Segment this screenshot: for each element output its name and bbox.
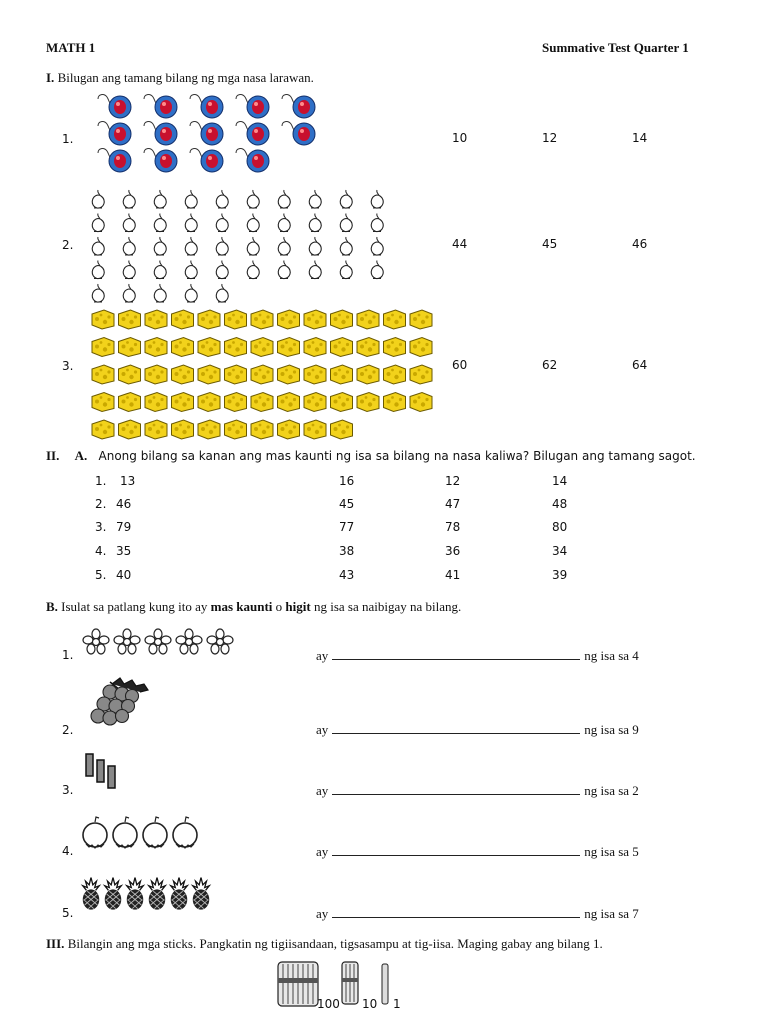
cheese-icon bbox=[145, 338, 167, 357]
cheese-icon bbox=[172, 420, 194, 439]
onion-icon bbox=[309, 214, 321, 232]
given-number: 79 bbox=[116, 520, 132, 534]
pineapple-icon bbox=[127, 878, 144, 910]
cheese-icon bbox=[119, 393, 141, 412]
yoyo-icon bbox=[236, 95, 269, 118]
cheese-icon bbox=[92, 365, 114, 384]
flower-icon bbox=[83, 629, 109, 654]
part2a-letter: A. bbox=[74, 448, 88, 463]
choice-number[interactable]: 12 bbox=[445, 474, 461, 488]
suffix-text: ng isa sa 9 bbox=[584, 722, 639, 737]
cheese-icon bbox=[357, 310, 379, 329]
onion-icon bbox=[278, 214, 290, 232]
cheese-icon bbox=[384, 365, 406, 384]
given-number: 40 bbox=[116, 568, 132, 582]
onion-icon bbox=[247, 190, 259, 208]
cheese-icon bbox=[92, 420, 114, 439]
onion-icon bbox=[154, 214, 166, 232]
part1-roman: I. bbox=[46, 70, 55, 85]
answer-blank[interactable] bbox=[332, 784, 580, 795]
onion-icon bbox=[92, 190, 104, 208]
cheese-icon bbox=[225, 420, 247, 439]
cheese-icon bbox=[331, 365, 353, 384]
onion-icon bbox=[278, 237, 290, 255]
onion-icon bbox=[340, 237, 352, 255]
flower-picture bbox=[82, 628, 242, 660]
ay-label: ay bbox=[316, 844, 329, 859]
cheese-icon bbox=[119, 420, 141, 439]
yoyo-icon bbox=[282, 122, 315, 145]
onion-icon bbox=[92, 214, 104, 232]
yoyo-icon bbox=[190, 95, 223, 118]
cheese-icon bbox=[251, 365, 273, 384]
cheese-icon bbox=[172, 365, 194, 384]
cheese-icon bbox=[172, 393, 194, 412]
cheese-icon bbox=[304, 338, 326, 357]
part2a-row-number: 3. bbox=[95, 520, 107, 534]
cheese-icon bbox=[278, 365, 300, 384]
option[interactable]: 44 bbox=[452, 237, 468, 251]
onion-icon bbox=[154, 237, 166, 255]
pineapple-icon bbox=[149, 878, 166, 910]
yoyo-icon bbox=[190, 122, 223, 145]
cheese-icon bbox=[410, 338, 432, 357]
cheese-icon bbox=[304, 365, 326, 384]
cheese-icon bbox=[251, 393, 273, 412]
choice-number[interactable]: 43 bbox=[339, 568, 355, 582]
pineapple-icon bbox=[83, 878, 100, 910]
choice-number[interactable]: 45 bbox=[339, 497, 355, 511]
cheese-icon bbox=[331, 393, 353, 412]
onion-icon bbox=[123, 237, 135, 255]
cheese-icon bbox=[145, 310, 167, 329]
cheese-icon bbox=[357, 393, 379, 412]
option[interactable]: 10 bbox=[452, 131, 468, 145]
onion-icon bbox=[123, 284, 135, 302]
part2b-letter: B. bbox=[46, 599, 58, 614]
given-number: 46 bbox=[116, 497, 132, 511]
option[interactable]: 12 bbox=[542, 131, 558, 145]
ay-label: ay bbox=[316, 648, 329, 663]
pineapple-picture bbox=[80, 876, 212, 916]
option[interactable]: 64 bbox=[632, 358, 648, 372]
cheese-icon bbox=[410, 393, 432, 412]
choice-number[interactable]: 80 bbox=[552, 520, 568, 534]
choice-number[interactable]: 47 bbox=[445, 497, 461, 511]
ay-label: ay bbox=[316, 783, 329, 798]
cheese-icon bbox=[251, 338, 273, 357]
onion-icon bbox=[185, 190, 197, 208]
yoyo-icon bbox=[98, 122, 131, 145]
orange-group bbox=[80, 816, 200, 856]
answer-blank[interactable] bbox=[332, 649, 580, 660]
part3-instruction: Bilangin ang mga sticks. Pangkatin ng tigiisandaan, tigsasampu at tig-iisa. Maging gabay ang bilang 1. bbox=[67, 936, 603, 951]
cheese-icon bbox=[225, 365, 247, 384]
onion-icon bbox=[216, 214, 228, 232]
single-stick-icon bbox=[380, 962, 390, 1006]
option[interactable]: 45 bbox=[542, 237, 558, 251]
suffix-text: ng isa sa 5 bbox=[584, 844, 639, 859]
onion-icon bbox=[371, 237, 383, 255]
bundle-hundred-icon bbox=[276, 958, 320, 1008]
onion-icon bbox=[309, 261, 321, 279]
cheese-icon bbox=[225, 338, 247, 357]
legend-one: 1 bbox=[393, 997, 401, 1011]
pineapple-icon bbox=[105, 878, 122, 910]
choice-number[interactable]: 39 bbox=[552, 568, 568, 582]
cheese-icon bbox=[278, 420, 300, 439]
onion-icon bbox=[309, 190, 321, 208]
part1-item-number: 2. bbox=[62, 238, 74, 252]
cheese-icon bbox=[331, 420, 353, 439]
option[interactable]: 46 bbox=[632, 237, 648, 251]
bundle-ten-icon bbox=[340, 960, 360, 1006]
part2b-item-number: 2. bbox=[62, 723, 74, 737]
yoyo-icon bbox=[144, 95, 177, 118]
cheese-icon bbox=[331, 310, 353, 329]
yoyo-icon bbox=[144, 149, 177, 172]
suffix-text: ng isa sa 4 bbox=[584, 648, 639, 663]
cheese-group bbox=[90, 308, 435, 446]
pineapple-group bbox=[80, 876, 212, 916]
cheese-icon bbox=[198, 393, 220, 412]
pineapple-icon bbox=[193, 878, 210, 910]
onion-icon bbox=[247, 214, 259, 232]
orange-icon bbox=[173, 817, 197, 848]
onion-icon bbox=[154, 261, 166, 279]
answer-line-row bbox=[316, 906, 639, 922]
part2a-row-number: 4. bbox=[95, 544, 107, 558]
onion-icon bbox=[247, 261, 259, 279]
onion-icon bbox=[185, 261, 197, 279]
part2b-item-number: 4. bbox=[62, 844, 74, 858]
answer-line-row bbox=[316, 722, 639, 738]
choice-number[interactable]: 34 bbox=[552, 544, 568, 558]
orange-icon bbox=[83, 817, 107, 848]
cheese-icon bbox=[145, 420, 167, 439]
choice-number[interactable]: 48 bbox=[552, 497, 568, 511]
cheese-icon bbox=[145, 393, 167, 412]
onion-icon bbox=[216, 237, 228, 255]
onion-icon bbox=[185, 284, 197, 302]
part3-roman: III. bbox=[46, 936, 65, 951]
cheese-icon bbox=[384, 310, 406, 329]
part2a-instruction: Anong bilang sa kanan ang mas kaunti ng isa sa bilang na nasa kaliwa? Bilugan ang tamang sagot. bbox=[98, 449, 696, 463]
yoyo-icon bbox=[236, 149, 269, 172]
cheese-icon bbox=[410, 310, 432, 329]
cheese-icon bbox=[304, 393, 326, 412]
part1-instruction: Bilugan ang tamang bilang ng mga nasa larawan. bbox=[57, 70, 314, 85]
ay-label: ay bbox=[316, 722, 329, 737]
cheese-icon bbox=[357, 365, 379, 384]
pineapple-icon bbox=[171, 878, 188, 910]
choice-number[interactable]: 16 bbox=[339, 474, 355, 488]
choice-number[interactable]: 36 bbox=[445, 544, 461, 558]
onion-icon bbox=[123, 190, 135, 208]
part2b-item-number: 3. bbox=[62, 783, 74, 797]
flower-icon bbox=[176, 629, 202, 654]
answer-blank[interactable] bbox=[332, 907, 580, 918]
onion-icon bbox=[371, 190, 383, 208]
flower-icon bbox=[207, 629, 233, 654]
subject-title: MATH 1 bbox=[46, 40, 96, 55]
cheese-icon bbox=[225, 310, 247, 329]
option[interactable]: 14 bbox=[632, 131, 648, 145]
yoyo-icon bbox=[236, 122, 269, 145]
cheese-icon bbox=[119, 365, 141, 384]
part2a-row-number: 1. bbox=[95, 474, 107, 488]
onion-icon bbox=[340, 190, 352, 208]
flower-group bbox=[82, 628, 237, 658]
cheese-icon bbox=[172, 338, 194, 357]
part2b-or: o bbox=[275, 599, 283, 614]
choice-number[interactable]: 77 bbox=[339, 520, 355, 534]
answer-line-row bbox=[316, 844, 639, 860]
orange-icon bbox=[113, 817, 137, 848]
onion-icon bbox=[371, 214, 383, 232]
cheese-icon bbox=[119, 310, 141, 329]
cheese-icon bbox=[92, 338, 114, 357]
yoyo-icon bbox=[144, 122, 177, 145]
option[interactable]: 62 bbox=[542, 358, 558, 372]
cheese-icon bbox=[198, 365, 220, 384]
part2b-item-number: 5. bbox=[62, 906, 74, 920]
cheese-icon bbox=[198, 338, 220, 357]
onion-icon bbox=[92, 284, 104, 302]
test-title: Summative Test Quarter 1 bbox=[542, 40, 689, 55]
legend-hundred: 100 bbox=[317, 997, 340, 1011]
cheese-icon bbox=[225, 393, 247, 412]
onion-icon bbox=[92, 261, 104, 279]
yoyo-icon bbox=[190, 149, 223, 172]
cheese-icon bbox=[145, 365, 167, 384]
onion-icon bbox=[123, 214, 135, 232]
part2b-instruction-post: ng isa sa naibigay na bilang. bbox=[313, 599, 462, 614]
onion-icon bbox=[309, 237, 321, 255]
choice-number[interactable]: 41 bbox=[445, 568, 461, 582]
part2b-heading bbox=[46, 599, 461, 615]
cheese-icon bbox=[92, 310, 114, 329]
part2b-bold-more: higit bbox=[285, 599, 311, 614]
part2b-instruction-pre: Isulat sa patlang kung ito ay bbox=[61, 599, 208, 614]
choice-number[interactable]: 14 bbox=[552, 474, 568, 488]
part2-roman: II. bbox=[46, 448, 60, 463]
yoyo-icon bbox=[98, 149, 131, 172]
cheese-icon bbox=[251, 310, 273, 329]
part1-item-number: 1. bbox=[62, 132, 74, 146]
onion-icon bbox=[123, 261, 135, 279]
cheese-icon bbox=[172, 310, 194, 329]
cheese-icon bbox=[384, 393, 406, 412]
onion-icon bbox=[185, 237, 197, 255]
onion-icon bbox=[340, 261, 352, 279]
given-number: 13 bbox=[120, 474, 136, 488]
part3-heading bbox=[46, 936, 603, 952]
cheese-icon bbox=[331, 338, 353, 357]
onion-icon bbox=[278, 261, 290, 279]
answer-blank[interactable] bbox=[332, 845, 580, 856]
part2a-heading bbox=[46, 448, 696, 464]
part2a-row-number: 5. bbox=[95, 568, 107, 582]
flower-icon bbox=[114, 629, 140, 654]
stick-icon bbox=[84, 752, 120, 792]
onion-icon bbox=[216, 261, 228, 279]
legend-ten: 10 bbox=[362, 997, 378, 1011]
part2b-item-number: 1. bbox=[62, 648, 74, 662]
onion-icon bbox=[340, 214, 352, 232]
cheese-icon bbox=[278, 393, 300, 412]
onion-icon bbox=[247, 237, 259, 255]
ay-label: ay bbox=[316, 906, 329, 921]
answer-line-row bbox=[316, 783, 639, 799]
part1-item-number: 3. bbox=[62, 359, 74, 373]
answer-line-row bbox=[316, 648, 639, 664]
onion-icon bbox=[154, 190, 166, 208]
answer-blank[interactable] bbox=[332, 723, 580, 734]
part1-heading bbox=[46, 70, 314, 86]
given-number: 35 bbox=[116, 544, 132, 558]
onion-icon bbox=[185, 214, 197, 232]
yoyo-icon bbox=[98, 95, 131, 118]
cheese-icon bbox=[410, 365, 432, 384]
onion-icon bbox=[154, 284, 166, 302]
cheese-icon bbox=[119, 338, 141, 357]
onion-icon bbox=[92, 237, 104, 255]
cheese-icon bbox=[198, 310, 220, 329]
onion-icon bbox=[278, 190, 290, 208]
cheese-icon bbox=[357, 338, 379, 357]
cheese-icon bbox=[92, 393, 114, 412]
cheese-icon bbox=[384, 338, 406, 357]
orange-icon bbox=[143, 817, 167, 848]
onion-group bbox=[88, 188, 398, 306]
orange-picture bbox=[80, 816, 210, 856]
onion-picture bbox=[88, 188, 388, 306]
onion-icon bbox=[216, 284, 228, 302]
part2b-bold-less: mas kaunti bbox=[210, 599, 273, 614]
choice-number[interactable]: 38 bbox=[339, 544, 355, 558]
flower-icon bbox=[145, 629, 171, 654]
yoyo-picture bbox=[96, 93, 326, 175]
choice-number[interactable]: 78 bbox=[445, 520, 461, 534]
grapes-icon bbox=[80, 676, 160, 734]
cheese-icon bbox=[278, 338, 300, 357]
onion-icon bbox=[371, 261, 383, 279]
yoyo-icon bbox=[282, 95, 315, 118]
cheese-picture bbox=[90, 308, 435, 444]
cheese-icon bbox=[198, 420, 220, 439]
cheese-icon bbox=[304, 420, 326, 439]
onion-icon bbox=[216, 190, 228, 208]
cheese-icon bbox=[251, 420, 273, 439]
yoyo-group bbox=[96, 93, 326, 174]
option[interactable]: 60 bbox=[452, 358, 468, 372]
suffix-text: ng isa sa 2 bbox=[584, 783, 639, 798]
cheese-icon bbox=[304, 310, 326, 329]
suffix-text: ng isa sa 7 bbox=[584, 906, 639, 921]
part2a-row-number: 2. bbox=[95, 497, 107, 511]
cheese-icon bbox=[278, 310, 300, 329]
